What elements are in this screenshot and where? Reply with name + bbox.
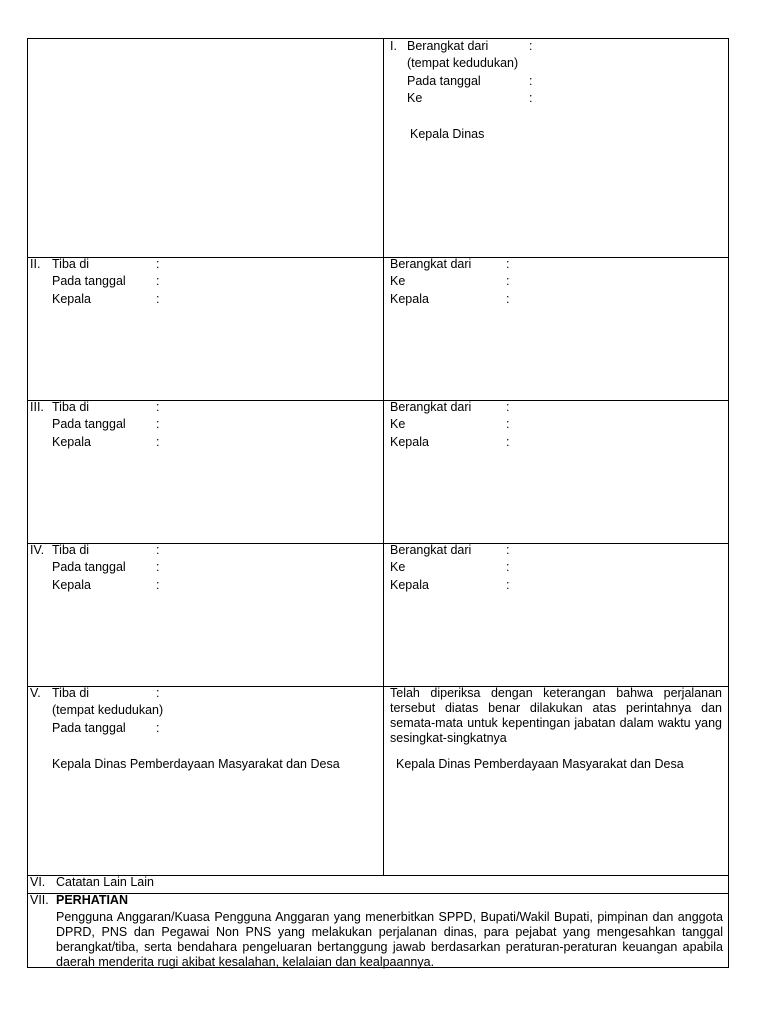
sec3-kepala-label: Kepala	[52, 435, 91, 449]
sec4-tanggal-label: Pada tanggal	[52, 560, 126, 574]
sec3-tiba-label: Tiba di	[52, 400, 90, 414]
sec2-kepala-colon: :	[156, 292, 160, 306]
sec2-tanggal-colon: :	[156, 274, 160, 288]
sec1-ke-colon: :	[529, 91, 533, 105]
sec6-label: Catatan Lain Lain	[56, 875, 154, 889]
sec1-berangkat-colon: :	[529, 39, 533, 53]
sec1-tanggal-colon: :	[529, 74, 533, 88]
sec2-kepala-label: Kepala	[52, 292, 91, 306]
sec2-ke-colon: :	[506, 274, 510, 288]
sec1-tanggal-label: Pada tanggal	[407, 74, 481, 88]
sec5-tanggal-colon: :	[156, 721, 160, 735]
sec2-tanggal-label: Pada tanggal	[52, 274, 126, 288]
sec6-number: VI.	[30, 875, 46, 889]
sec1-berangkat-label: Berangkat dari	[407, 39, 489, 53]
sec4-ke-colon: :	[506, 560, 510, 574]
sec5-tempat-label: (tempat kedudukan)	[52, 703, 164, 717]
sec3-kepala-right-colon: :	[506, 435, 510, 449]
sec7-number: VII.	[30, 893, 49, 907]
sec3-berangkat-colon: :	[506, 400, 510, 414]
sec5-number: V.	[30, 686, 41, 700]
sec4-kepala-colon: :	[156, 578, 160, 592]
sec2-number: II.	[30, 257, 41, 271]
sec4-berangkat-label: Berangkat dari	[390, 543, 472, 557]
sec4-berangkat-colon: :	[506, 543, 510, 557]
sec7-body: Pengguna Anggaran/Kuasa Pengguna Anggaran yang menerbitkan SPPD, Bupati/Wakil Bupati, pimpinan dan anggota DPRD, PNS dan Pegawai Non PNS yang melakukan perjalanan dinas, para pejabat yang mengesahkan tanggal berangkat/tiba, serta bendahara pengeluaran bertanggung jawab berdasarkan peraturan-peraturan keuangan apabila daerah menderita rugi akibat kesalahan, kelalaian dan kealpaannya.	[56, 910, 723, 969]
sec1-kepala-dinas: Kepala Dinas	[410, 127, 485, 141]
sppd-form-table	[27, 38, 729, 968]
column-divider	[383, 39, 384, 875]
sec4-number: IV.	[30, 543, 45, 557]
sec5-tiba-label: Tiba di	[52, 686, 90, 700]
sec1-tempat-label: (tempat kedudukan)	[407, 56, 519, 70]
row-divider	[28, 893, 728, 894]
sec5-tanggal-label: Pada tanggal	[52, 721, 126, 735]
sec5-kepala-left: Kepala Dinas Pemberdayaan Masyarakat dan Desa	[52, 757, 340, 771]
row-divider	[28, 543, 728, 544]
sec4-ke-label: Ke	[390, 560, 406, 574]
sec1-ke-label: Ke	[407, 91, 423, 105]
sec3-tanggal-label: Pada tanggal	[52, 417, 126, 431]
row-divider	[28, 257, 728, 258]
sec3-kepala-right-label: Kepala	[390, 435, 429, 449]
sec4-kepala-right-colon: :	[506, 578, 510, 592]
sec2-tiba-colon: :	[156, 257, 160, 271]
sec4-kepala-right-label: Kepala	[390, 578, 429, 592]
sec3-ke-colon: :	[506, 417, 510, 431]
sec2-kepala-right-colon: :	[506, 292, 510, 306]
sec5-verification-text: Telah diperiksa dengan keterangan bahwa perjalanan tersebut diatas benar dilakukan atas perintahnya dan semata-mata untuk kepentingan jabatan dalam waktu yang sesingkat-singkatnya	[390, 686, 722, 745]
sec5-kepala-right: Kepala Dinas Pemberdayaan Masyarakat dan Desa	[396, 757, 684, 771]
sec4-tiba-label: Tiba di	[52, 543, 90, 557]
sec3-berangkat-label: Berangkat dari	[390, 400, 472, 414]
sec3-tiba-colon: :	[156, 400, 160, 414]
sec2-berangkat-colon: :	[506, 257, 510, 271]
sec3-tanggal-colon: :	[156, 417, 160, 431]
sec1-number: I.	[390, 39, 397, 53]
sec2-tiba-label: Tiba di	[52, 257, 90, 271]
sec2-berangkat-label: Berangkat dari	[390, 257, 472, 271]
sec2-ke-label: Ke	[390, 274, 406, 288]
row-divider	[28, 400, 728, 401]
sec3-ke-label: Ke	[390, 417, 406, 431]
sec5-tiba-colon: :	[156, 686, 160, 700]
sec4-kepala-label: Kepala	[52, 578, 91, 592]
sec3-kepala-colon: :	[156, 435, 160, 449]
sec3-number: III.	[30, 400, 44, 414]
sec2-kepala-right-label: Kepala	[390, 292, 429, 306]
sec7-title: PERHATIAN	[56, 893, 128, 907]
sec4-tanggal-colon: :	[156, 560, 160, 574]
sec4-tiba-colon: :	[156, 543, 160, 557]
